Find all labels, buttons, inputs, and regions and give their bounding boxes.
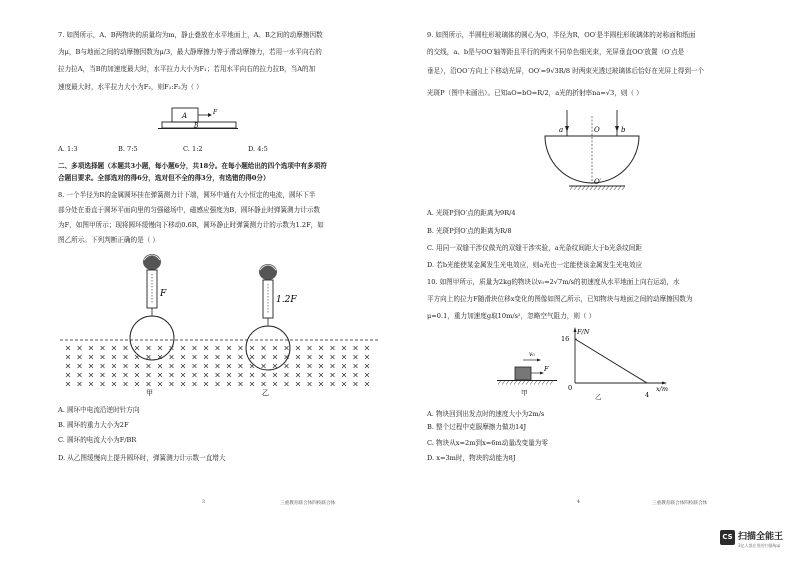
field-cross	[273, 346, 277, 350]
hatch-mark	[518, 381, 521, 385]
q9-option-b: B. 光斑P到O′点的距离为R/8	[427, 227, 512, 235]
field-cross	[89, 373, 93, 377]
field-cross	[354, 355, 358, 359]
q7-option-d: D. 4:5	[248, 145, 268, 153]
q8-option-b: B. 圆环的重力大小为2F	[58, 421, 129, 429]
field-cross	[181, 382, 185, 386]
field-cross	[342, 382, 346, 386]
field-cross	[204, 373, 208, 377]
field-cross	[273, 382, 277, 386]
field-cross	[112, 355, 116, 359]
f-x-line	[575, 339, 647, 383]
q8-option-a: A. 圆环中电流沿逆时针方向	[58, 406, 140, 414]
field-cross	[262, 346, 266, 350]
field-cross	[216, 346, 220, 350]
field-cross	[89, 382, 93, 386]
field-cross	[331, 382, 335, 386]
field-cross	[319, 382, 323, 386]
q9-line3: 垂足），沿OO′方向上下移动光屏，OO′=9√3R/8 时两束光透过玻璃体后恰好在光屏上得到一个	[427, 67, 705, 75]
field-cross	[331, 373, 335, 377]
hatch-mark	[514, 381, 517, 385]
field-cross	[66, 364, 70, 368]
hatch-mark	[574, 186, 577, 190]
q7-line4: 速度最大时，水平拉力大小为F₂，则F₁:F₂为（ ）	[58, 83, 203, 91]
field-cross	[273, 364, 277, 368]
ring-jia	[130, 316, 174, 360]
field-cross	[101, 382, 105, 386]
field-cross	[227, 382, 231, 386]
field-cross	[342, 355, 346, 359]
field-cross	[285, 373, 289, 377]
field-cross	[147, 382, 151, 386]
field-cross	[204, 364, 208, 368]
x-axis-label: x/m	[656, 385, 669, 393]
right-footer-school: 三重教育联合体四校联合体	[652, 501, 708, 506]
hatch-mark	[578, 186, 581, 190]
field-cross	[124, 355, 128, 359]
q8-option-d: D. 从乙图缓慢向上提升圆环时，弹簧测力计示数一直增大	[58, 454, 226, 462]
hatch-mark	[502, 381, 505, 385]
hatch-mark	[590, 186, 593, 190]
field-cross	[181, 355, 185, 359]
field-cross	[296, 355, 300, 359]
field-cross	[193, 382, 197, 386]
field-cross	[147, 373, 151, 377]
field-cross	[354, 364, 358, 368]
field-cross	[273, 373, 277, 377]
field-cross	[296, 364, 300, 368]
label-o-prime: O′	[594, 178, 602, 186]
field-cross	[331, 355, 335, 359]
field-cross	[158, 382, 162, 386]
label-f: F	[544, 365, 549, 373]
hatch-mark	[530, 381, 533, 385]
q8-figure	[60, 250, 380, 402]
field-cross	[158, 346, 162, 350]
label-yi: 乙	[595, 393, 602, 401]
label-f: F	[213, 109, 218, 116]
field-cross	[262, 355, 266, 359]
hatch-mark	[538, 381, 541, 385]
field-cross	[101, 355, 105, 359]
field-cross	[89, 364, 93, 368]
field-cross	[112, 382, 116, 386]
q10-option-d: D. x=3m时，物块的动能为8J	[427, 454, 516, 462]
field-cross	[319, 364, 323, 368]
field-cross	[250, 373, 254, 377]
field-cross	[308, 346, 312, 350]
field-cross	[204, 355, 208, 359]
field-cross	[112, 373, 116, 377]
field-cross	[239, 382, 243, 386]
label-a: A	[182, 112, 188, 120]
field-cross	[308, 355, 312, 359]
watermark-tagline: 3亿人都在用的扫描App	[738, 543, 781, 548]
q9-line1: 9. 如图所示，半圆柱形玻璃体的圆心为O，半径为R，OO′是半圆柱形玻璃体的对称面和纸面	[427, 31, 696, 39]
field-cross	[135, 382, 139, 386]
field-cross	[216, 373, 220, 377]
field-cross	[285, 382, 289, 386]
field-cross	[158, 373, 162, 377]
field-cross	[170, 373, 174, 377]
q9-figure	[537, 108, 647, 198]
field-cross	[193, 355, 197, 359]
field-cross	[319, 346, 323, 350]
left-page-number: 3	[202, 500, 205, 505]
field-cross	[262, 382, 266, 386]
q8-line1: 8. 一个半径为R的金属圆环挂在弹簧测力计下端，圆环中通有大小恒定的电流，圆环下半	[58, 191, 316, 199]
block	[515, 367, 531, 380]
q8-line2: 部分处在垂直于圆环平面向里的匀强磁场中，磁感应强度为B，圆环静止时弹簧测力计示数	[58, 206, 320, 214]
field-cross	[354, 346, 358, 350]
ring-yi	[246, 326, 290, 370]
hatch-mark	[510, 381, 513, 385]
q10-figure-jia	[497, 345, 557, 400]
field-cross	[227, 355, 231, 359]
q9-option-d: D. 若b光能使某金属发生光电效应，则a光也一定能使该金属发生光电效应	[427, 261, 643, 269]
field-cross	[308, 373, 312, 377]
q8-option-c: C. 圆环的电流大小为F/BR	[58, 436, 137, 444]
label-f-yi: 1.2F	[276, 295, 297, 305]
hatch-mark	[522, 381, 525, 385]
hatch-mark	[598, 186, 601, 190]
field-cross	[181, 364, 185, 368]
field-cross	[296, 373, 300, 377]
field-cross	[308, 382, 312, 386]
hatch-mark	[542, 381, 545, 385]
field-cross	[78, 373, 82, 377]
field-cross	[365, 382, 369, 386]
field-cross	[158, 364, 162, 368]
field-cross	[135, 373, 139, 377]
field-cross	[78, 355, 82, 359]
field-cross	[124, 364, 128, 368]
q10-chart	[557, 325, 672, 405]
block-b	[162, 122, 236, 128]
hand-yi-icon	[259, 264, 277, 280]
field-cross	[89, 346, 93, 350]
field-cross	[365, 346, 369, 350]
hatch-mark	[618, 186, 621, 190]
field-cross	[365, 364, 369, 368]
field-cross	[204, 382, 208, 386]
q7-figure	[158, 106, 238, 134]
field-cross	[250, 382, 254, 386]
field-cross	[331, 364, 335, 368]
field-cross	[101, 346, 105, 350]
hatch-mark	[498, 381, 501, 385]
field-cross	[216, 355, 220, 359]
hatch-mark	[594, 186, 597, 190]
q8-line3: 为F，如图甲所示；现将圆环缓慢向下移动0.6R，圆环静止时弹簧测力计的示数为1.2F，如	[58, 221, 324, 229]
field-cross	[296, 346, 300, 350]
field-cross	[124, 373, 128, 377]
field-cross	[78, 346, 82, 350]
field-cross	[250, 346, 254, 350]
q9-line2: 的交线，a、b是与OO′轴等距且平行的两束不同单色细光束，光屏垂直OO′放置（O′点是	[427, 48, 685, 56]
field-cross	[170, 364, 174, 368]
label-o: O	[594, 126, 600, 134]
field-cross	[262, 364, 266, 368]
hatch-mark	[610, 186, 613, 190]
field-cross	[216, 382, 220, 386]
hatch-mark	[622, 186, 625, 190]
field-cross	[262, 373, 266, 377]
field-cross	[78, 382, 82, 386]
field-cross	[331, 346, 335, 350]
magnetic-field	[66, 346, 369, 386]
right-page-number: 4	[577, 500, 580, 505]
q10-option-b: B. 整个过程中克服摩擦力做功14J	[427, 423, 527, 431]
field-cross	[66, 373, 70, 377]
field-cross	[124, 346, 128, 350]
section2-line2: 合题目要求。全部选对的得6分，选对但不全的得3分，有选错的得0分）	[58, 174, 270, 182]
field-cross	[181, 373, 185, 377]
label-b: b	[621, 126, 626, 134]
q9-line4: 光斑P（图中未画出）。已知aO=bO=R/2，a光的折射率na=√3，则（ ）	[427, 89, 643, 97]
hand-jia-icon	[143, 254, 161, 270]
field-cross	[354, 382, 358, 386]
hatch-mark	[602, 186, 605, 190]
field-cross	[227, 364, 231, 368]
field-cross	[239, 346, 243, 350]
scanner-watermark	[720, 528, 790, 556]
hatch-mark	[570, 186, 573, 190]
field-cross	[193, 346, 197, 350]
q10-option-a: A. 物块回到出发点时的速度大小为2m/s	[427, 410, 545, 418]
field-cross	[66, 355, 70, 359]
field-cross	[101, 364, 105, 368]
field-cross	[147, 346, 151, 350]
q7-line3: 拉力拉A，当B的加速度最大时，水平拉力大小为F₁；若用水平向右的拉力拉B，当A的加	[58, 65, 316, 73]
x-tick-4: 4	[645, 391, 650, 399]
y-tick-16: 16	[561, 335, 570, 343]
field-cross	[135, 355, 139, 359]
label-f-jia: F	[160, 289, 167, 299]
field-cross	[135, 346, 139, 350]
section2-line1: 二、多项选择题（本题共3小题，每小题6分，共18分。在每小题给出的四个选项中有多项符	[58, 162, 327, 170]
field-cross	[342, 346, 346, 350]
label-yi: 乙	[262, 389, 269, 397]
field-cross	[204, 346, 208, 350]
origin-label: 0	[568, 384, 573, 392]
y-axis-label: F/N	[577, 328, 590, 336]
field-cross	[216, 364, 220, 368]
field-cross	[135, 364, 139, 368]
q7-line1: 7. 如图所示，A、B两物块的质量均为m，静止叠放在水平地面上，A、B之间的动摩擦因数	[58, 31, 323, 39]
field-cross	[319, 355, 323, 359]
field-cross	[250, 355, 254, 359]
field-cross	[319, 373, 323, 377]
field-cross	[296, 382, 300, 386]
field-cross	[147, 364, 151, 368]
q7-line2: 为μ，B与地面之间的动摩擦因数为μ/3，最大静摩擦力等于滑动摩擦力，若用一水平向右的	[58, 48, 322, 56]
field-cross	[273, 355, 277, 359]
field-cross	[354, 373, 358, 377]
watermark-name: 扫描全能王	[738, 532, 784, 542]
field-cross	[181, 346, 185, 350]
q9-option-c: C. 用同一双缝干涉仪做光的双缝干涉实验，a光条纹间距大于b光条纹间距	[427, 244, 642, 252]
left-footer-school: 三重教育联合体四校联合体	[280, 501, 336, 506]
q10-option-c: C. 物块从x=2m到x=6m动量改变量为零	[427, 439, 548, 447]
field-cross	[308, 364, 312, 368]
field-cross	[66, 346, 70, 350]
field-cross	[89, 355, 93, 359]
field-cross	[170, 346, 174, 350]
field-cross	[66, 382, 70, 386]
field-cross	[170, 355, 174, 359]
field-cross	[250, 364, 254, 368]
hatch-mark	[550, 381, 553, 385]
field-cross	[147, 355, 151, 359]
field-cross	[365, 355, 369, 359]
label-jia: 甲	[146, 389, 153, 397]
field-cross	[365, 373, 369, 377]
field-cross	[342, 364, 346, 368]
q7-option-a: A. 1:3	[58, 145, 78, 153]
label-b: B	[194, 122, 199, 130]
q7-option-c: C. 1:2	[183, 145, 203, 153]
hatch-mark	[614, 186, 617, 190]
hatch-mark	[526, 381, 529, 385]
field-cross	[285, 346, 289, 350]
q10-line2: 平方向上的拉力F随滑块位移x变化的图像如图乙所示，已知物块与地面之间的动摩擦因数为	[427, 295, 693, 303]
field-cross	[193, 373, 197, 377]
hatch-mark	[506, 381, 509, 385]
field-cross	[101, 373, 105, 377]
field-cross	[112, 364, 116, 368]
label-jia: 甲	[521, 389, 528, 397]
field-cross	[239, 364, 243, 368]
field-cross	[285, 364, 289, 368]
field-cross	[227, 346, 231, 350]
cs-logo-icon: CS	[720, 530, 735, 545]
q10-line3: μ=0.1，重力加速度g取10m/s²，忽略空气阻力，则（ ）	[427, 312, 596, 320]
field-cross	[227, 373, 231, 377]
hatch-mark	[534, 381, 537, 385]
field-cross	[112, 346, 116, 350]
label-v0: v₀	[529, 351, 535, 358]
field-cross	[239, 355, 243, 359]
field-cross	[193, 364, 197, 368]
hatch-mark	[586, 186, 589, 190]
field-cross	[124, 382, 128, 386]
field-cross	[170, 382, 174, 386]
q7-option-b: B. 7:5	[118, 145, 138, 153]
field-cross	[239, 373, 243, 377]
q8-line4: 图乙所示。下列判断正确的是（ ）	[58, 236, 160, 244]
hatch-mark	[606, 186, 609, 190]
field-cross	[342, 373, 346, 377]
right-page	[397, 0, 794, 561]
hatch-mark	[582, 186, 585, 190]
field-cross	[78, 364, 82, 368]
hatch-mark	[546, 381, 549, 385]
q10-line1: 10. 如图甲所示，质量为2kg的物块以v₀=2√7m/s的初速度从水平地面上向右运动，水	[427, 278, 680, 286]
label-a: a	[559, 126, 564, 134]
q9-option-a: A. 光斑P到O′点的距离为9R/4	[427, 209, 516, 217]
